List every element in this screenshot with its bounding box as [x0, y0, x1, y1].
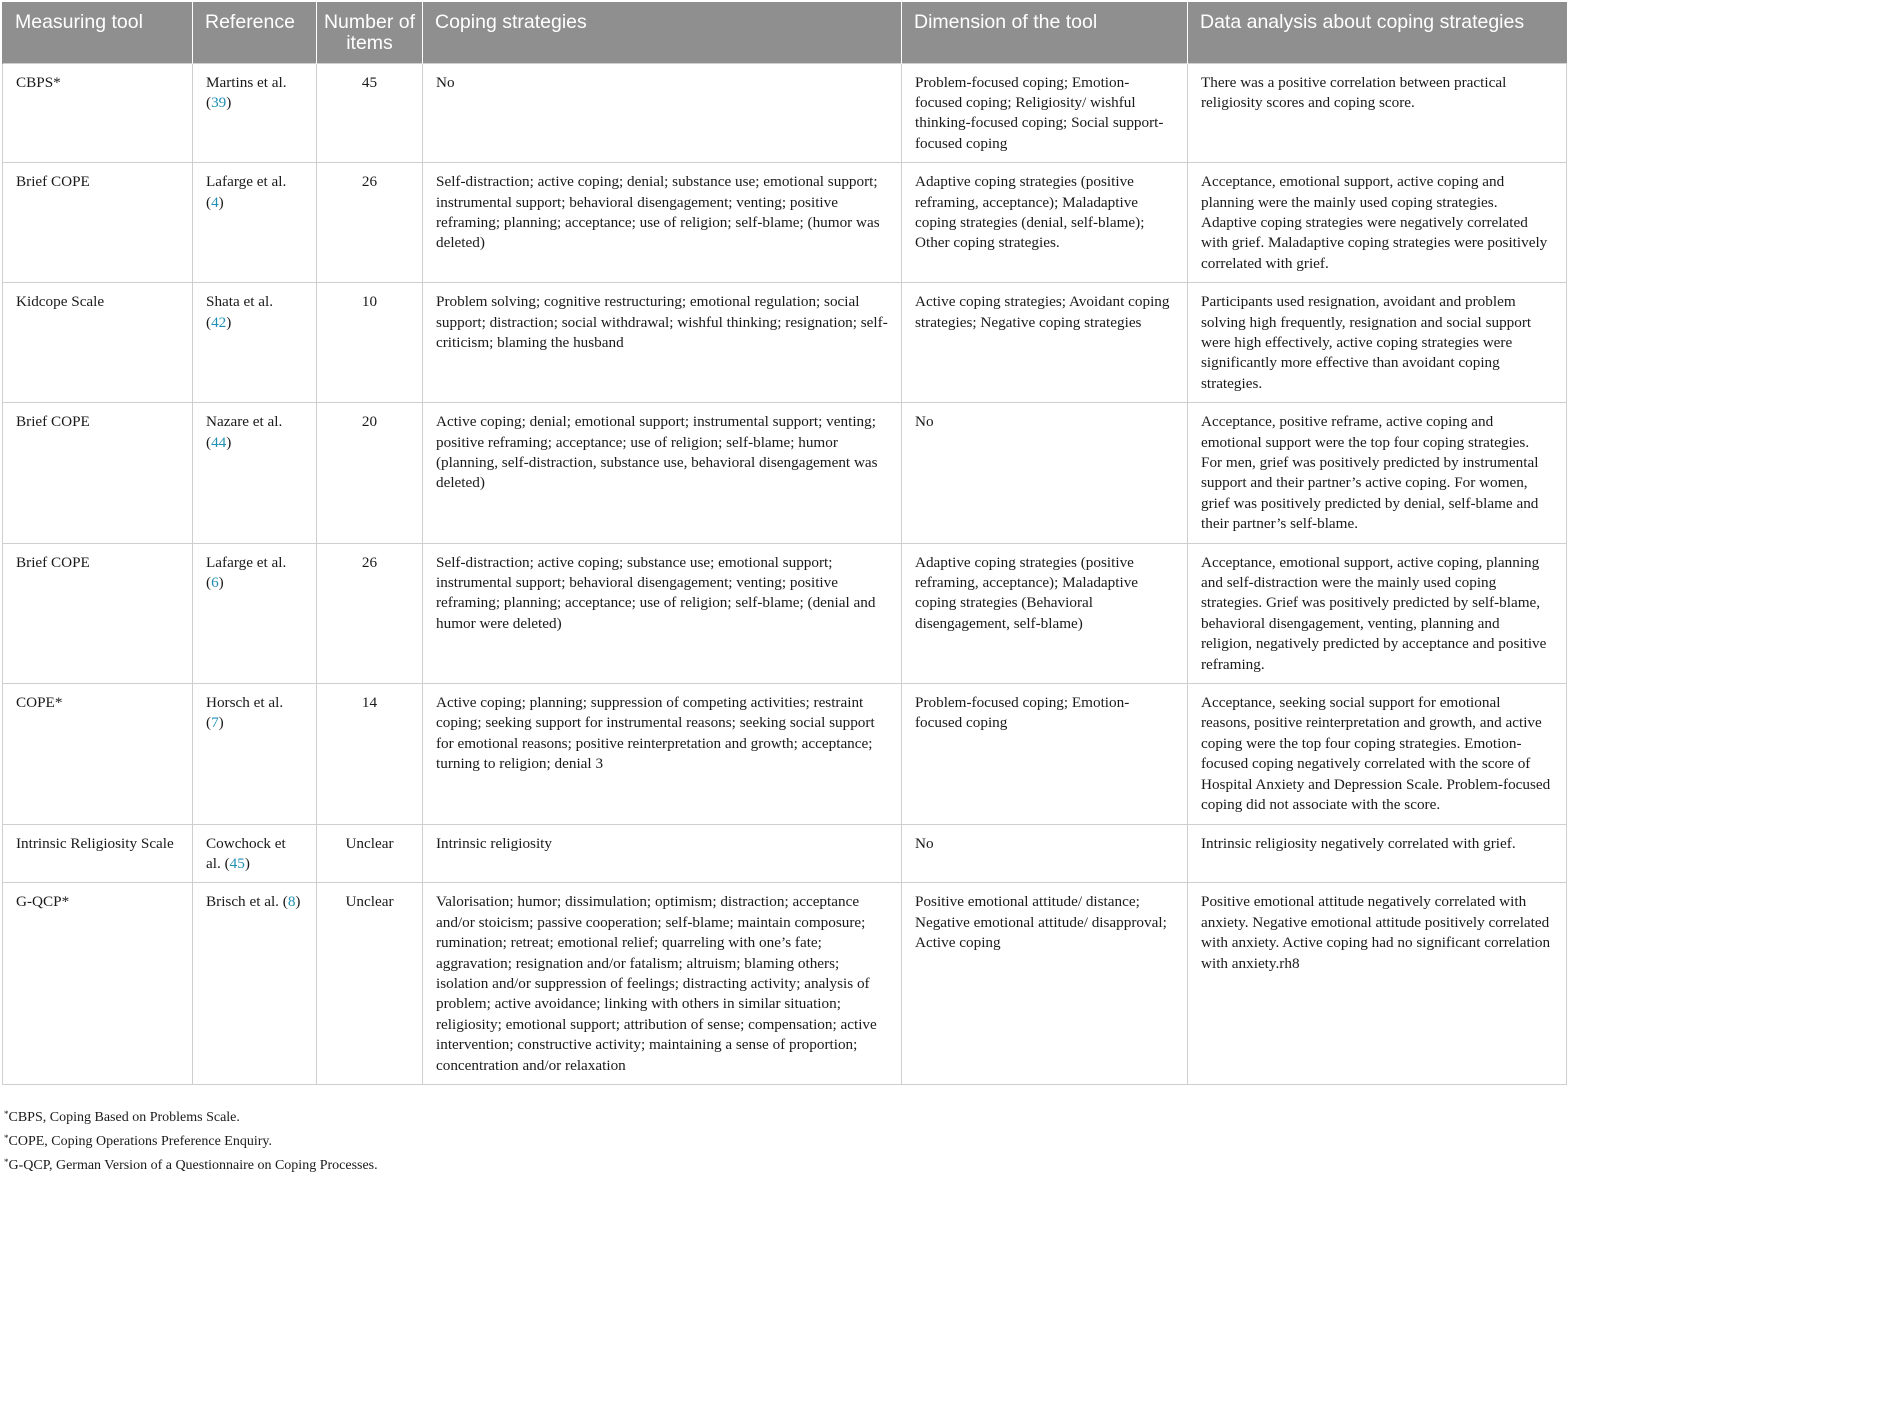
cell-tool: Brief COPE [3, 543, 193, 683]
cell-dimension: No [902, 824, 1188, 883]
table-body [3, 63, 1567, 1084]
header-measuring-tool: Measuring tool [3, 2, 193, 63]
header-data-analysis: Data analysis about coping strategies [1188, 2, 1567, 63]
cell-tool: G-QCP* [3, 883, 193, 1085]
coping-measures-table [2, 2, 1567, 1085]
footnote-mark: * [4, 1157, 9, 1167]
table-row [3, 163, 1567, 283]
cell-reference: Cowchock et al. (45) [193, 824, 317, 883]
footnote-mark: * [4, 1133, 9, 1143]
cell-tool: Brief COPE [3, 163, 193, 283]
reference-authors: Lafarge et al. [206, 173, 287, 191]
footnote [4, 1152, 378, 1176]
footnote [4, 1104, 378, 1128]
reference-authors: Brisch et al. [206, 893, 279, 911]
footnote-text: COPE, Coping Operations Preference Enquiry. [8, 1134, 272, 1149]
cell-tool: COPE* [3, 684, 193, 824]
citation-link[interactable]: 42 [211, 313, 227, 331]
cell-reference: Horsch et al. (7) [193, 684, 317, 824]
cell-items: 14 [317, 684, 423, 824]
cell-dimension: Positive emotional attitude/ distance; Negative emotional attitude/ disapproval; Active coping [902, 883, 1188, 1085]
cell-analysis: Acceptance, emotional support, active coping, planning and self-distraction were the mainly used coping strategies. Grief was positively predicted by self-blame, behavioral disengagement, venting, planning and religion, negatively predicted by acceptance and positive reframing. [1188, 543, 1567, 683]
header-reference: Reference [193, 2, 317, 63]
table-row [3, 543, 1567, 683]
table-row [3, 63, 1567, 163]
table-row [3, 684, 1567, 824]
citation-link[interactable]: 8 [287, 893, 296, 911]
cell-tool: Brief COPE [3, 403, 193, 543]
cell-items: Unclear [317, 883, 423, 1085]
cell-items: 26 [317, 543, 423, 683]
table-row [3, 283, 1567, 403]
cell-reference: Nazare et al. (44) [193, 403, 317, 543]
cell-dimension: Problem-focused coping; Emotion-focused coping [902, 684, 1188, 824]
cell-reference: Martins et al. (39) [193, 63, 317, 163]
footnote-mark: * [4, 1109, 9, 1119]
cell-dimension: Active coping strategies; Avoidant coping strategies; Negative coping strategies [902, 283, 1188, 403]
reference-authors: Shata et al. [206, 293, 274, 311]
cell-strategies: Self-distraction; active coping; denial; substance use; emotional support; instrumental support; behavioral disengagement; venting; positive reframing; planning; acceptance; use of religion; self-blame; (humor was deleted) [423, 163, 902, 283]
cell-items: 26 [317, 163, 423, 283]
citation-link[interactable]: 6 [211, 574, 219, 592]
cell-analysis: Acceptance, emotional support, active coping and planning were the mainly used coping strategies. Adaptive coping strategies were negatively correlated with grief. Maladaptive coping strategies were positively correlated with grief. [1188, 163, 1567, 283]
cell-reference: Shata et al. (42) [193, 283, 317, 403]
cell-strategies: Problem solving; cognitive restructuring; emotional regulation; social support; distraction; social withdrawal; wishful thinking; resignation; self-criticism; blaming the husband [423, 283, 902, 403]
cell-items: Unclear [317, 824, 423, 883]
table-row [3, 403, 1567, 543]
header-coping-strategies: Coping strategies [423, 2, 902, 63]
header-row [3, 2, 1567, 63]
reference-authors: Lafarge et al. [206, 553, 287, 571]
table-footnotes [4, 1104, 378, 1176]
citation-link[interactable]: 39 [211, 93, 227, 111]
cell-analysis: Positive emotional attitude negatively correlated with anxiety. Negative emotional attitude positively correlated with anxiety. Active coping had no significant correlation with anxiety.rh8 [1188, 883, 1567, 1085]
cell-reference: Lafarge et al. (6) [193, 543, 317, 683]
cell-analysis: There was a positive correlation between practical religiosity scores and coping score. [1188, 63, 1567, 163]
cell-strategies: Intrinsic religiosity [423, 824, 902, 883]
cell-reference: Lafarge et al. (4) [193, 163, 317, 283]
cell-dimension: Adaptive coping strategies (positive reframing, acceptance); Maladaptive coping strategies (denial, self-blame); Other coping strategies. [902, 163, 1188, 283]
cell-items: 10 [317, 283, 423, 403]
cell-tool: CBPS* [3, 63, 193, 163]
table-row [3, 824, 1567, 883]
cell-dimension: Adaptive coping strategies (positive reframing, acceptance); Maladaptive coping strategies (Behavioral disengagement, self-blame) [902, 543, 1188, 683]
footnote-text: CBPS, Coping Based on Problems Scale. [8, 1110, 240, 1125]
cell-strategies: Valorisation; humor; dissimulation; optimism; distraction; acceptance and/or stoicism; passive cooperation; self-blame; maintain composure; rumination; retreat; emotional relief; quarreling with one’s fate; aggravation; resignation and/or fatalism; altruism; blaming others; isolation and/or suppression of feelings; distracting activity; analysis of problem; active avoidance; linking with others in similar situation; religiosity; emotional support; attribution of sense; compensation; active intervention; constructive activity; maintaining a sense of proportion; concentration and/or relaxation [423, 883, 902, 1085]
reference-authors: Cowchock et al. [206, 834, 286, 872]
cell-strategies: Self-distraction; active coping; substance use; emotional support; instrumental support; behavioral disengagement; venting; positive reframing; planning; acceptance; use of religion; self-blame; (denial and humor were deleted) [423, 543, 902, 683]
cell-dimension: Problem-focused coping; Emotion-focused coping; Religiosity/ wishful thinking-focused coping; Social support-focused coping [902, 63, 1188, 163]
table-header [3, 2, 1567, 63]
cell-analysis: Intrinsic religiosity negatively correlated with grief. [1188, 824, 1567, 883]
cell-analysis: Participants used resignation, avoidant and problem solving high frequently, resignation and social support were high effectively, active coping strategies were significantly more effective than avoidant coping strategies. [1188, 283, 1567, 403]
cell-reference: Brisch et al. (8) [193, 883, 317, 1085]
citation-link[interactable]: 7 [211, 714, 219, 732]
reference-authors: Nazare et al. [206, 413, 283, 431]
cell-tool: Intrinsic Religiosity Scale [3, 824, 193, 883]
table-row [3, 883, 1567, 1085]
cell-items: 45 [317, 63, 423, 163]
citation-link[interactable]: 44 [211, 433, 227, 451]
reference-authors: Martins et al. [206, 73, 287, 91]
cell-analysis: Acceptance, positive reframe, active coping and emotional support were the top four coping strategies. For men, grief was positively predicted by instrumental support and their partner’s active coping. For women, grief was positively predicted by denial, self-blame and their partner’s self-blame. [1188, 403, 1567, 543]
cell-items: 20 [317, 403, 423, 543]
citation-link[interactable]: 4 [211, 193, 219, 211]
cell-tool: Kidcope Scale [3, 283, 193, 403]
reference-authors: Horsch et al. [206, 694, 284, 712]
cell-dimension: No [902, 403, 1188, 543]
citation-link[interactable]: 45 [229, 854, 245, 872]
cell-strategies: Active coping; planning; suppression of competing activities; restraint coping; seeking support for instrumental reasons; seeking social support for emotional reasons; positive reinterpretation and growth; acceptance; turning to religion; denial 3 [423, 684, 902, 824]
cell-strategies: Active coping; denial; emotional support; instrumental support; venting; positive reframing; acceptance; use of religion; self-blame; humor (planning, self-distraction, substance use, behavioral disengagement was deleted) [423, 403, 902, 543]
cell-strategies: No [423, 63, 902, 163]
cell-analysis: Acceptance, seeking social support for emotional reasons, positive reinterpretation and growth, and active coping were the top four coping strategies. Emotion-focused coping negatively correlated with the score of Hospital Anxiety and Depression Scale. Problem-focused coping did not associate with the score. [1188, 684, 1567, 824]
footnote [4, 1128, 378, 1152]
footnote-text: G-QCP, German Version of a Questionnaire on Coping Processes. [8, 1158, 378, 1173]
header-number-of-items: Number of items [317, 2, 423, 63]
header-dimension: Dimension of the tool [902, 2, 1188, 63]
